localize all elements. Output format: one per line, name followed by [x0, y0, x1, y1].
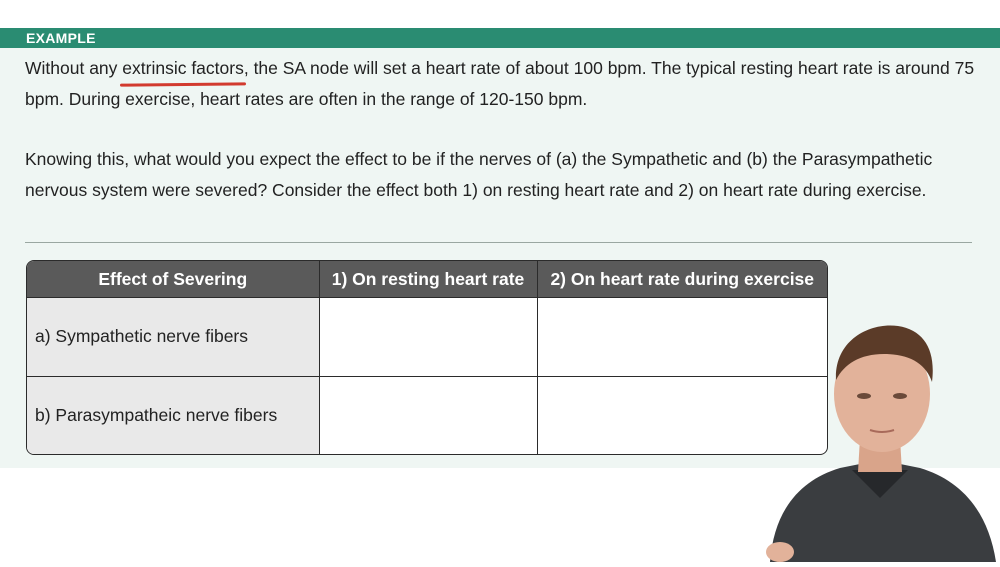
- column-header-resting: 1) On resting heart rate: [319, 261, 537, 298]
- row-label-sympathetic: a) Sympathetic nerve fibers: [27, 298, 319, 377]
- effect-table: [26, 260, 828, 455]
- table-row: [27, 376, 827, 454]
- column-header-effect: Effect of Severing: [27, 261, 319, 298]
- cell-parasympathetic-resting[interactable]: [319, 376, 537, 454]
- divider: [25, 242, 972, 243]
- intro-paragraph: [25, 53, 980, 114]
- intro-text-before: Without any: [25, 58, 123, 78]
- example-label: EXAMPLE: [26, 30, 96, 46]
- table-row: [27, 298, 827, 377]
- top-strip: [0, 0, 1000, 28]
- intro-text-after: , the SA node will set a heart rate of about 100 bpm. The typical resting heart rate is around 75 bpm. During exercise, heart rates are often in the range of 120-150 bpm.: [25, 58, 975, 109]
- question-paragraph: Knowing this, what would you expect the effect to be if the nerves of (a) the Sympathetic and (b) the Parasympathetic nervous system were severed? Consider the effect both 1) on resting heart rate and 2) on heart rate during exercise.: [25, 149, 933, 200]
- highlighted-term: extrinsic factors: [122, 53, 244, 84]
- cell-sympathetic-resting[interactable]: [319, 298, 537, 377]
- table-header-row: [27, 261, 827, 298]
- example-banner: [0, 28, 1000, 48]
- row-label-parasympathetic: b) Parasympatheic nerve fibers: [27, 376, 319, 454]
- presenter-video-icon: [760, 320, 1000, 562]
- column-header-exercise: 2) On heart rate during exercise: [537, 261, 827, 298]
